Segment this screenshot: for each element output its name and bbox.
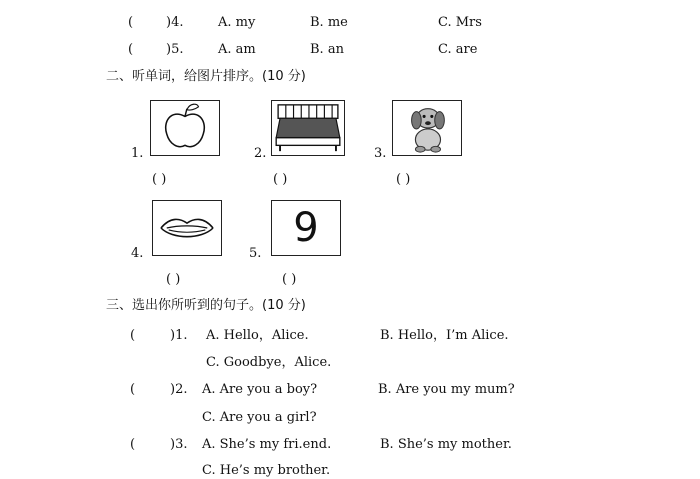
item-number: 2. xyxy=(254,146,267,161)
question-number: )5. xyxy=(166,42,184,57)
question-number: )3. xyxy=(170,437,188,452)
answer-bracket-open: ( xyxy=(128,42,134,57)
answer-blank: ( ) xyxy=(166,272,181,287)
section-heading: 三、选出你所听到的句子。(10 分) xyxy=(106,298,306,313)
lips-icon xyxy=(152,200,222,256)
option-c: C. Mrs xyxy=(438,15,482,30)
option-b: B. Are you my mum? xyxy=(378,382,515,397)
answer-blank: ( ) xyxy=(396,172,411,187)
bed-icon xyxy=(271,100,345,156)
option-a: A. She’s my fri.end. xyxy=(202,437,332,452)
question-number: )1. xyxy=(170,328,188,343)
item-number: 1. xyxy=(131,146,144,161)
answer-blank: ( ) xyxy=(282,272,297,287)
dog-icon xyxy=(392,100,462,156)
option-b: B. an xyxy=(310,42,344,57)
option-c: C. Are you a girl? xyxy=(202,410,317,425)
option-c: C. He’s my brother. xyxy=(202,463,331,478)
answer-bracket-open: ( xyxy=(128,15,134,30)
answer-bracket-open: ( xyxy=(130,437,136,452)
section-heading: 二、听单词，给图片排序。(10 分) xyxy=(106,69,306,84)
option-a: A. Are you a boy? xyxy=(202,382,318,397)
answer-bracket-open: ( xyxy=(130,382,136,397)
answer-blank: ( ) xyxy=(273,172,288,187)
number-nine-glyph: 9 xyxy=(293,205,319,251)
number-nine-icon xyxy=(271,200,341,256)
option-b: B. She’s my mother. xyxy=(380,437,512,452)
apple-icon xyxy=(150,100,220,156)
option-a: A. Hello，Alice. xyxy=(206,328,309,343)
item-number: 5. xyxy=(249,246,262,261)
option-b: B. me xyxy=(310,15,348,30)
question-number: )2. xyxy=(170,382,188,397)
option-a: A. am xyxy=(218,42,256,57)
cropped-row xyxy=(0,0,700,6)
item-number: 3. xyxy=(374,146,387,161)
item-number: 4. xyxy=(131,246,144,261)
answer-blank: ( ) xyxy=(152,172,167,187)
option-a: A. my xyxy=(218,15,256,30)
question-number: )4. xyxy=(166,15,184,30)
option-c: C. Goodbye，Alice. xyxy=(206,355,332,370)
option-b: B. Hello，I’m Alice. xyxy=(380,328,509,343)
option-c: C. are xyxy=(438,42,478,57)
answer-bracket-open: ( xyxy=(130,328,136,343)
